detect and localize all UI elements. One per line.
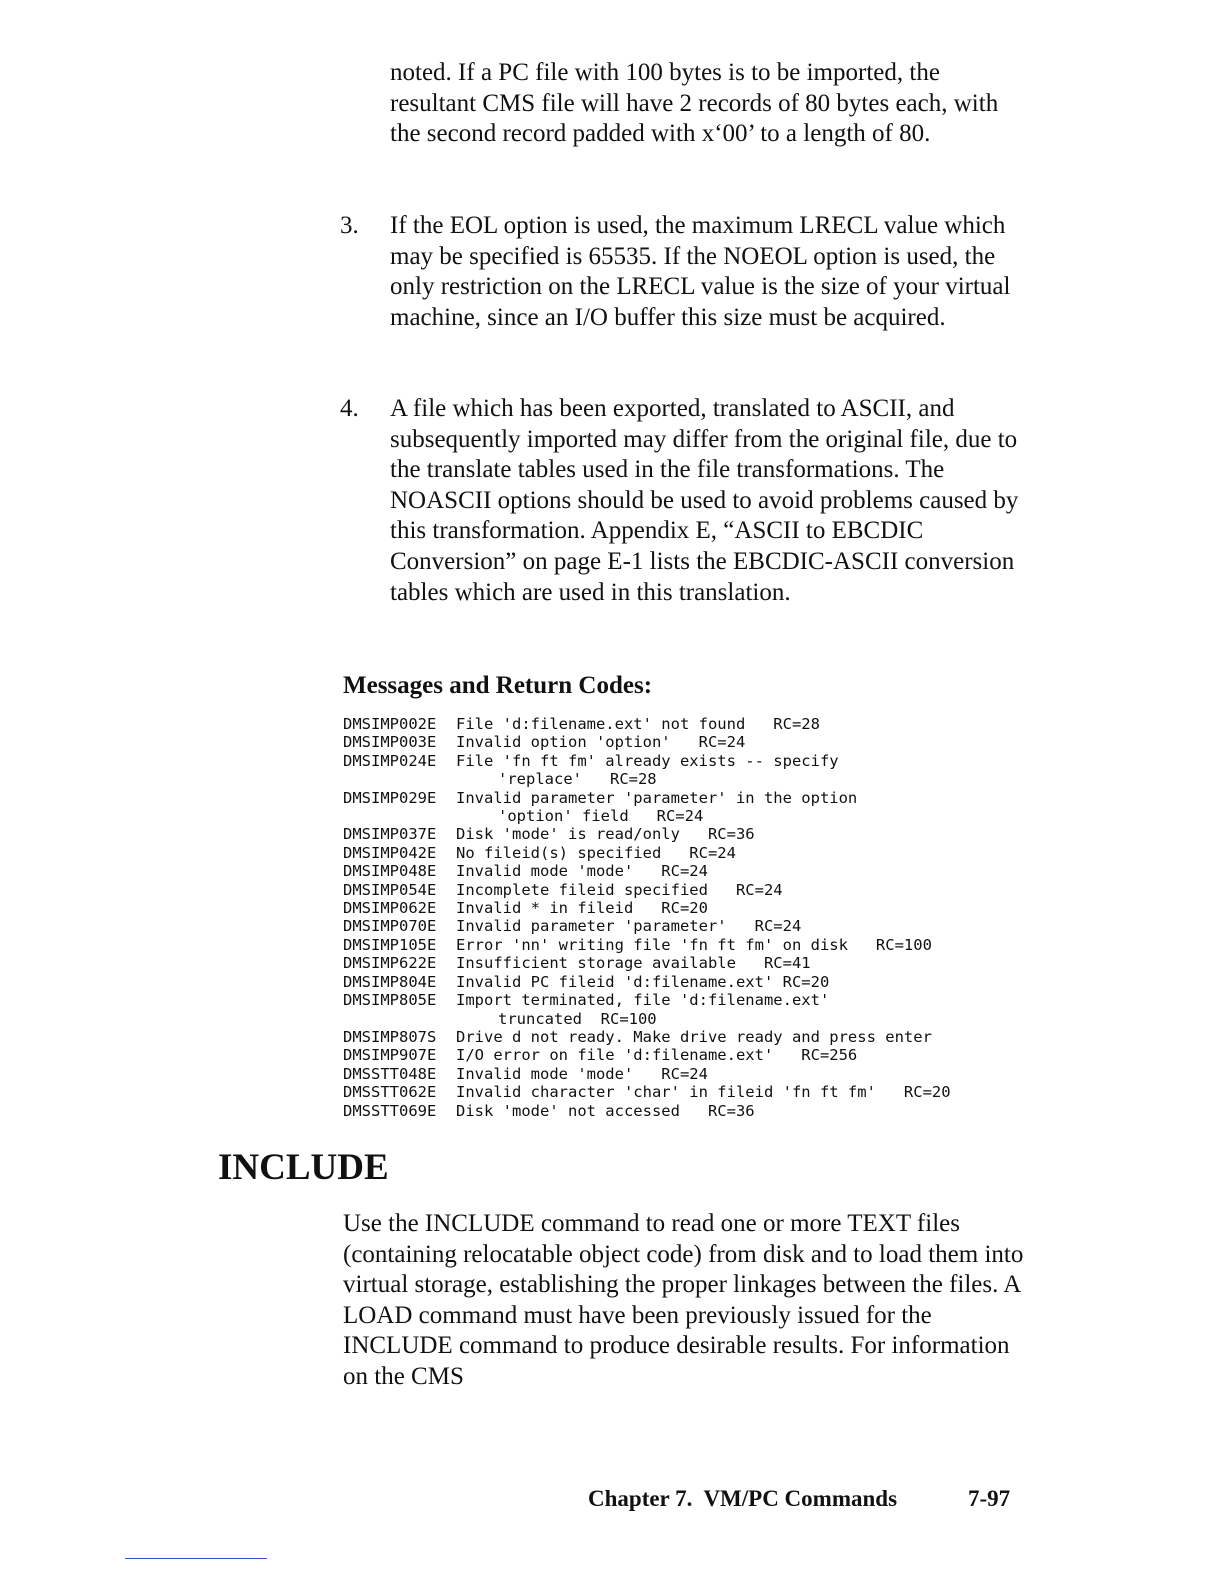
message-text: Insufficient storage available RC=41 [456, 954, 811, 973]
message-code: DMSSTT048E [343, 1064, 437, 1083]
note-text: A file which has been exported, translated to ASCII, and subsequently imported may differ from the original file, due to the translate tables used in the file transformations. The NOASCII options should be used to avoid problems caused by this transformation. Appendix E, “ASCII to EBCDIC Conversion” on page E-1 lists the EBCDIC-ASCII conversion tables which are used in this translation. [390, 395, 1019, 606]
message-text: Disk 'mode' not accessed RC=36 [456, 1101, 755, 1120]
message-code: DMSIMP054E [343, 880, 437, 899]
message-row [343, 752, 1043, 770]
message-row [343, 789, 1043, 807]
message-code: DMSIMP807S [343, 1027, 437, 1046]
message-text: Invalid character 'char' in fileid 'fn ft fm' RC=20 [456, 1083, 951, 1102]
message-row [343, 1083, 1043, 1101]
message-text: Invalid mode 'mode' RC=24 [456, 862, 708, 881]
message-text: I/O error on file 'd:filename.ext' RC=256 [456, 1046, 858, 1065]
message-code: DMSIMP002E [343, 715, 437, 733]
message-code: DMSIMP048E [343, 862, 437, 881]
message-code: DMSIMP804E [343, 972, 437, 991]
message-text: File 'fn ft fm' already exists -- specify [456, 751, 839, 770]
note-number: 3. [340, 212, 359, 239]
message-text: Invalid parameter 'parameter' in the option [456, 788, 858, 807]
message-row [343, 991, 1043, 1009]
message-indent [343, 1010, 498, 1028]
message-continuation-row [343, 770, 1043, 788]
include-paragraph: Use the INCLUDE command to read one or more TEXT files (containing relocatable object code) from disk and to load them into virtual storage, establishing the proper linkages between the files. A LOAD command must have been previously issued for the INCLUDE command to produce desirable results. For information on the CMS [343, 1210, 1024, 1390]
message-continuation: truncated RC=100 [498, 1009, 657, 1028]
message-row [343, 973, 1043, 991]
message-row [343, 1102, 1043, 1120]
message-text: Incomplete fileid specified RC=24 [456, 880, 783, 899]
message-row [343, 917, 1043, 935]
message-text: File 'd:filename.ext' not found RC=28 [456, 715, 820, 733]
message-continuation-row [343, 807, 1043, 825]
message-row [343, 899, 1043, 917]
section-title: INCLUDE [218, 1147, 389, 1188]
message-text: Invalid option 'option' RC=24 [456, 733, 746, 752]
message-text: Invalid * in fileid RC=20 [456, 899, 708, 918]
message-code: DMSIMP805E [343, 991, 437, 1010]
message-code: DMSSTT062E [343, 1083, 437, 1102]
footer-chapter: Chapter 7. VM/PC Commands [588, 1486, 898, 1511]
message-text: Disk 'mode' is read/only RC=36 [456, 825, 755, 844]
message-continuation-row [343, 1010, 1043, 1028]
message-indent [343, 807, 498, 825]
message-text: Drive d not ready. Make drive ready and press enter [456, 1027, 932, 1046]
message-row [343, 954, 1043, 972]
message-text: Invalid parameter 'parameter' RC=24 [456, 917, 802, 936]
message-row [343, 1065, 1043, 1083]
message-row [343, 1028, 1043, 1046]
message-code: DMSIMP042E [343, 843, 437, 862]
message-text: Invalid mode 'mode' RC=24 [456, 1064, 708, 1083]
message-row [343, 862, 1043, 880]
message-text: Invalid PC fileid 'd:filename.ext' RC=20 [456, 972, 830, 991]
continuation-paragraph: noted. If a PC file with 100 bytes is to be imported, the resultant CMS file will have 2 records of 80 bytes each, with the second record padded with x‘00’ to a length of 80. [390, 59, 999, 148]
message-indent [343, 770, 498, 788]
message-text: Error 'nn' writing file 'fn ft fm' on disk RC=100 [456, 935, 932, 954]
messages-list [343, 715, 1043, 1120]
message-code: DMSIMP037E [343, 825, 437, 844]
message-code: DMSIMP105E [343, 935, 437, 954]
message-row [343, 825, 1043, 843]
message-continuation: 'option' field RC=24 [498, 807, 704, 826]
message-code: DMSSTT069E [343, 1101, 437, 1120]
message-text: Import terminated, file 'd:filename.ext' [456, 991, 830, 1010]
message-code: DMSIMP029E [343, 788, 437, 807]
messages-heading: Messages and Return Codes: [343, 672, 653, 699]
note-text: If the EOL option is used, the maximum LRECL value which may be specified is 65535. If the NOEOL option is used, the only restriction on the LRECL value is the size of your virtual machine, since an I/O buffer this size must be acquired. [390, 212, 1011, 331]
message-row [343, 715, 1043, 733]
message-code: DMSIMP062E [343, 899, 437, 918]
message-text: No fileid(s) specified RC=24 [456, 843, 736, 862]
message-row [343, 881, 1043, 899]
message-code: DMSIMP003E [343, 733, 437, 752]
message-row [343, 1046, 1043, 1064]
message-code: DMSIMP907E [343, 1046, 437, 1065]
message-continuation: 'replace' RC=28 [498, 770, 657, 789]
message-row [343, 936, 1043, 954]
note-number: 4. [340, 395, 359, 422]
message-code: DMSIMP070E [343, 917, 437, 936]
message-code: DMSIMP024E [343, 751, 437, 770]
message-row [343, 733, 1043, 751]
bottom-rule [125, 1558, 267, 1559]
message-code: DMSIMP622E [343, 954, 437, 973]
message-row [343, 844, 1043, 862]
footer-page-number: 7-97 [968, 1486, 1011, 1511]
